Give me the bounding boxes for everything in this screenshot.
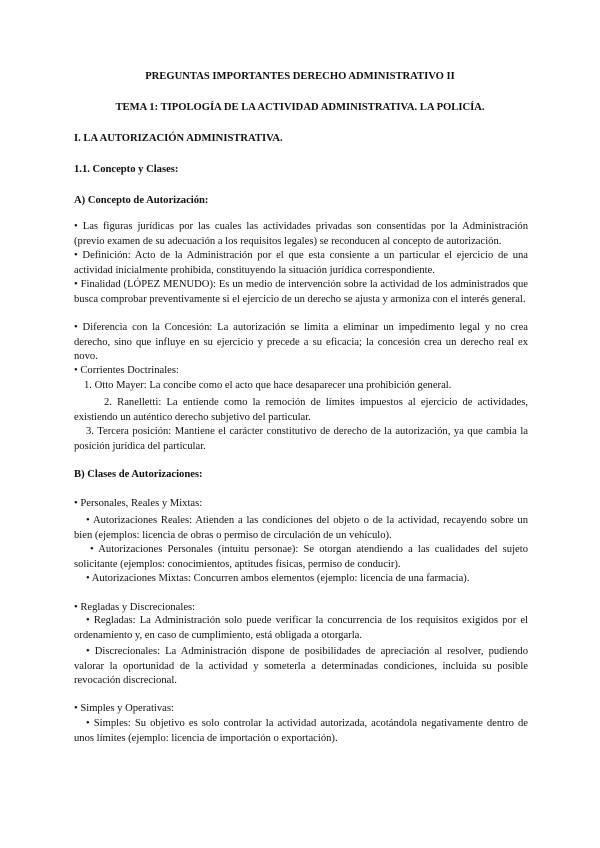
class-item: • Autorizaciones Reales: Atienden a las condiciones del objeto o de la actividad, recayendo sobre un bien (ejemplos: licencia de obras o permiso de circulación de un vehículo). [74,515,528,541]
paragraph-concesion: • Diferencia con la Concesión: La autorización se limita a eliminar un impedimento legal y no crea derecho, sino que influye en su ejercicio y precede a su eficacia; la concesión crea un derecho real ex novo. [74,322,528,363]
class-item: • Autorizaciones Mixtas: Concurren ambos elementos (ejemplo: licencia de una farmacia). [86,573,470,584]
theme-heading: TEMA 1: TIPOLOGÍA DE LA ACTIVIDAD ADMINISTRATIVA. LA POLICÍA. [115,102,485,113]
heading-concept: A) Concepto de Autorización: [74,195,209,206]
class-item: • Regladas: La Administración solo puede verificar la concurrencia de los requisitos exigidos por el ordenamiento y, en caso de cumplimiento, está obligada a otorgarla. [74,615,528,641]
document-title: PREGUNTAS IMPORTANTES DERECHO ADMINISTRATIVO II [145,71,455,82]
class-item: • Simples: Su objetivo es solo controlar la actividad autorizada, acotándola negativamente dentro de unos límites (ejemplo: licencia de importación o exportación). [74,718,528,744]
section-heading: I. LA AUTORIZACIÓN ADMINISTRATIVA. [74,133,283,144]
doctrine-item: 2. Ranelletti: La entiende como la remoción de límites impuestos al ejercicio de actividades, existiendo un auténtico derecho subjetivo del particular. [74,397,528,423]
doctrine-item: 1. Otto Mayer: La concibe como el acto que hace desaparecer una prohibición general. [84,380,452,391]
subsection-heading: 1.1. Concepto y Clases: [74,164,179,175]
class-item: • Discrecionales: La Administración dispone de posibilidades de apreciación al resolver, pudiendo valorar la oportunidad de la actividad y someterla a determinadas condiciones, incluida su posible revocación discrecional. [74,646,528,687]
class-item: • Autorizaciones Personales (intuitu personae): Se otorgan atendiendo a las cualidades del sujeto solicitante (ejemplos: conocimientos, aptitudes físicas, permiso de conducir). [74,544,528,570]
paragraph-corrientes: • Corrientes Doctrinales: [74,365,179,376]
group-title: • Personales, Reales y Mixtas: [74,498,203,509]
doctrine-item: 3. Tercera posición: Mantiene el carácter constitutivo de derecho de la autorización, ya que cambia la posición jurídica del particular. [74,426,528,452]
paragraph-definicion: • Definición: Acto de la Administración por el que esta consiente a un particular el ejercicio de una actividad inicialmente prohibida, constituyendo la situación jurídica correspondiente. [74,250,528,276]
group-title: • Simples y Operativas: [74,703,174,714]
paragraph-figuras: • Las figuras jurídicas por las cuales las actividades privadas son consentidas por la Administración (previo examen de su adecuación a los requisitos legales) se reconducen al concepto de autorización. [74,221,528,247]
group-title: • Regladas y Discrecionales: [74,602,196,613]
paragraph-finalidad: • Finalidad (LÓPEZ MENUDO): Es un medio de intervención sobre la actividad de los administrados que busca comprobar preventivamente si el ejercicio de un derecho se ajusta y armoniza con el interés general. [74,279,528,305]
heading-classes: B) Clases de Autorizaciones: [74,469,203,480]
